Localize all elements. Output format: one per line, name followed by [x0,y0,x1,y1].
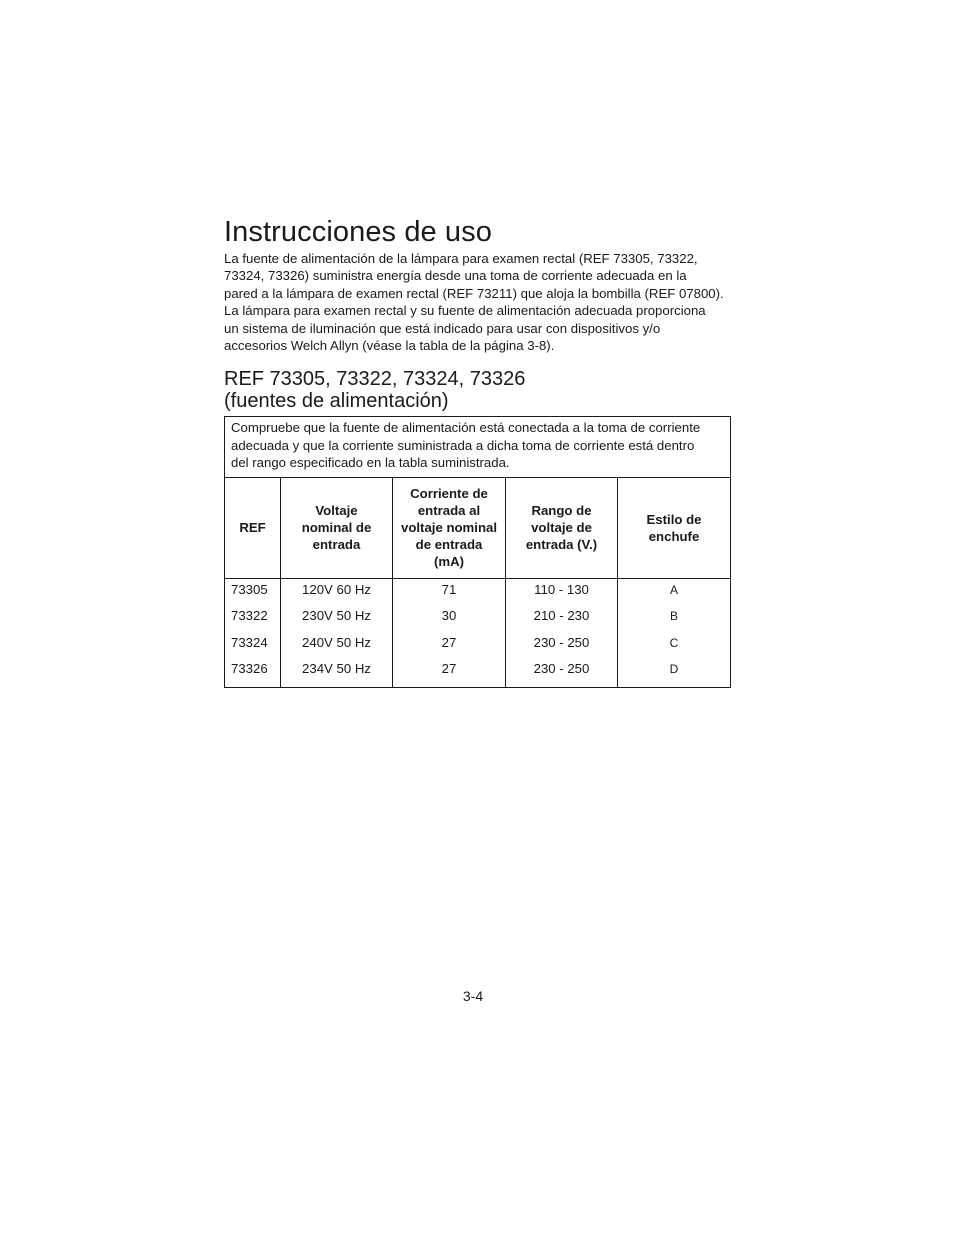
document-body [224,214,730,688]
table-cell-range: 110 - 130 [534,581,589,597]
intro-line: pared a la lámpara de examen rectal (REF 73211) que aloja la bombilla (REF 07800). [224,285,724,301]
table-cell-ref: 73326 [231,661,268,677]
header-range-line: entrada (V.) [525,537,598,553]
header-voltage [281,477,393,578]
header-voltage-line: entrada [312,537,361,553]
current-column [393,578,506,687]
intro-line: La fuente de alimentación de la lámpara para examen rectal (REF 73305, 73322, [224,251,698,266]
intro-line: accesorios Welch Allyn (véase la tabla de la página 3-8). [224,338,555,354]
header-current-line: de entrada [415,537,483,553]
header-ref [225,477,281,578]
header-range-line: voltaje de [531,520,592,536]
table-cell-plug: C [669,635,679,650]
header-plug-line: Estilo de [646,511,702,527]
header-current [393,477,506,578]
header-voltage-line: nominal de [301,520,372,536]
table-cell-plug: D [669,662,679,677]
header-range [506,477,618,578]
table-cell-current: 30 [441,608,457,624]
table-cell-range: 210 - 230 [533,608,590,624]
table-cell-ref: 73324 [231,634,268,650]
table-cell-current: 27 [441,661,457,677]
plug-column [618,578,731,687]
power-supply-table [224,416,731,687]
table-cell-plug: B [669,609,678,624]
table-note-line: Compruebe que la fuente de alimentación está conectada a la toma de corriente [231,420,701,436]
intro-line: La lámpara para examen rectal y su fuente de alimentación adecuada proporciona [224,303,706,319]
table-header-row [225,477,731,578]
ref-column [225,578,281,687]
section-heading-line2: (fuentes de alimentación) [224,390,449,413]
table-cell-voltage: 240V 50 Hz [302,634,371,650]
table-cell-range: 230 - 250 [533,634,590,650]
table-note-line: del rango especificado en la tabla suministrada. [231,455,510,471]
intro-line: 73324, 73326) suministra energía desde una toma de corriente adecuada en la [224,268,687,284]
header-current-line: entrada al [417,503,481,519]
table-cell-voltage: 230V 50 Hz [302,608,371,624]
table-note-line: adecuada y que la corriente suministrada a dicha toma de corriente está dentro [231,437,695,453]
table-cell-range: 230 - 250 [533,661,590,677]
table-cell-ref: 73322 [231,608,268,624]
section-heading [224,368,730,412]
header-current-line: voltaje nominal [401,520,497,536]
header-current-line: Corriente de [410,486,488,502]
header-voltage-line: Voltaje [315,503,358,519]
header-range-line: Rango de [531,503,592,519]
header-plug [618,477,731,578]
table-data-block [225,578,731,687]
table-cell-voltage: 120V 60 Hz [302,581,371,597]
table-cell-ref: 73305 [231,581,268,597]
section-heading-line1: REF 73305, 73322, 73324, 73326 [224,368,526,391]
table-cell-current: 27 [441,634,457,650]
header-current-line: (mA) [433,554,465,570]
table-cell-plug: A [669,582,678,597]
header-ref-label: REF [239,520,266,536]
table-cell-voltage: 234V 50 Hz [302,661,371,677]
intro-paragraph [224,250,730,354]
voltage-column [281,578,393,687]
table-cell-current: 71 [441,581,457,597]
range-column [506,578,618,687]
table-note [225,417,731,477]
page-title: Instrucciones de uso [224,216,492,248]
intro-line: un sistema de iluminación que está indicado para usar con dispositivos y/o [224,320,661,336]
page-number: 3-4 [462,988,484,1004]
header-plug-line: enchufe [648,528,700,544]
